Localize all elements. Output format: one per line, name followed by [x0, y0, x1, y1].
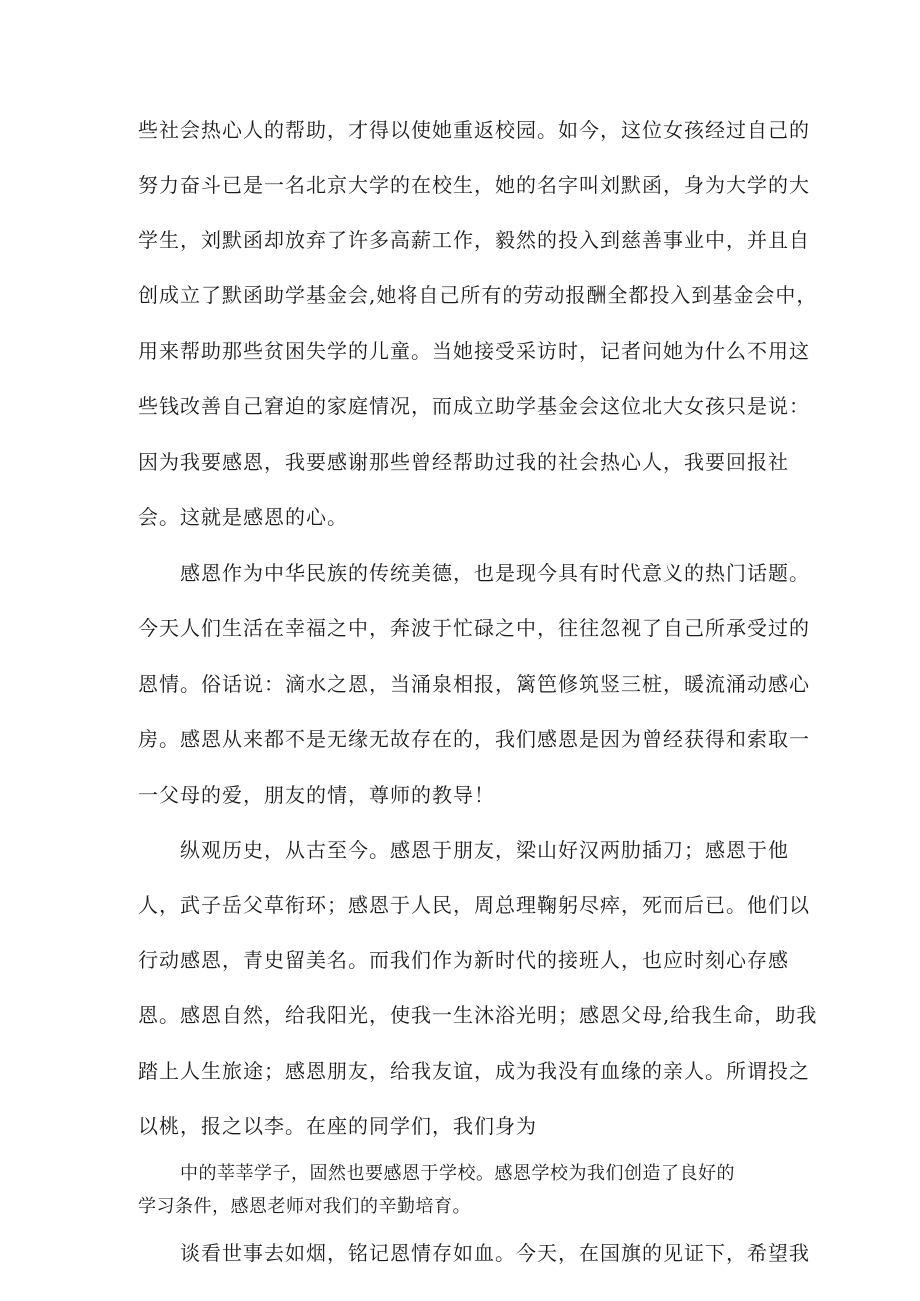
paragraph-3-line-1: 纵观历史，从古至今。感恩于朋友，梁山好汉两肋插刀；感恩于他 — [180, 838, 789, 862]
paragraph-1-line-7: 因为我要感恩，我要感谢那些曾经帮助过我的社会热心人，我要回报社 — [138, 450, 789, 474]
paragraph-3-line-3: 行动感恩，青史留美名。而我们作为新时代的接班人，也应时刻心存感 — [138, 948, 789, 972]
paragraph-4-line-1: 中的莘莘学子，固然也要感恩于学校。感恩学校为我们创造了良好的 — [180, 1163, 735, 1184]
paragraph-1-line-1: 些社会热心人的帮助，才得以使她重返校园。如今，这位女孩经过自己的 — [138, 118, 810, 142]
paragraph-1-line-3: 学生，刘默函却放弃了许多高薪工作，毅然的投入到慈善事业中，并且自 — [138, 228, 810, 252]
paragraph-2-line-2: 今天人们生活在幸福之中，奔波于忙碌之中，往往忽视了自己所承受过的 — [138, 616, 810, 640]
paragraph-1-line-6: 些钱改善自己窘迫的家庭情况，而成立助学基金会这位北大女孩只是说： — [138, 394, 810, 418]
paragraph-1-line-5: 用来帮助那些贫困失学的儿童。当她接受采访时，记者问她为什么不用这 — [138, 339, 810, 363]
paragraph-1-line-4: 创成立了默函助学基金会,她将自己所有的劳动报酬全都投入到基金会中， — [138, 283, 818, 307]
paragraph-1-line-8: 会。这就是感恩的心。 — [138, 505, 348, 529]
paragraph-4-line-2: 学习条件，感恩老师对我们的辛勤培育。 — [138, 1196, 471, 1217]
paragraph-2-line-5: 一父母的爱，朋友的情，尊师的教导！ — [138, 783, 495, 807]
paragraph-3-line-2: 人，武子岳父草衔环；感恩于人民，周总理鞠躬尽瘁，死而后已。他们以 — [138, 893, 810, 917]
paragraph-3-line-4: 恩。感恩自然，给我阳光，使我一生沐浴光明；感恩父母,给我生命，助我 — [138, 1003, 818, 1027]
paragraph-2-line-3: 恩情。俗话说：滴水之恩，当涌泉相报，篱笆修筑竖三桩，暖流涌动感心 — [138, 672, 810, 696]
paragraph-3-line-5: 踏上人生旅途；感恩朋友，给我友谊，成为我没有血缘的亲人。所谓投之 — [138, 1059, 810, 1083]
paragraph-1-line-2: 努力奋斗已是一名北京大学的在校生，她的名字叫刘默函，身为大学的大 — [138, 173, 810, 197]
paragraph-2-line-4: 房。感恩从来都不是无缘无故存在的，我们感恩是因为曾经获得和索取一 — [138, 727, 810, 751]
paragraph-3-line-6: 以桃，报之以李。在座的同学们，我们身为 — [138, 1114, 537, 1138]
paragraph-5-line-1: 谈看世事去如烟，铭记恩情存如血。今天，在国旗的见证下，希望我 — [180, 1241, 810, 1265]
paragraph-2-line-1: 感恩作为中华民族的传统美德，也是现今具有时代意义的热门话题。 — [180, 561, 810, 585]
